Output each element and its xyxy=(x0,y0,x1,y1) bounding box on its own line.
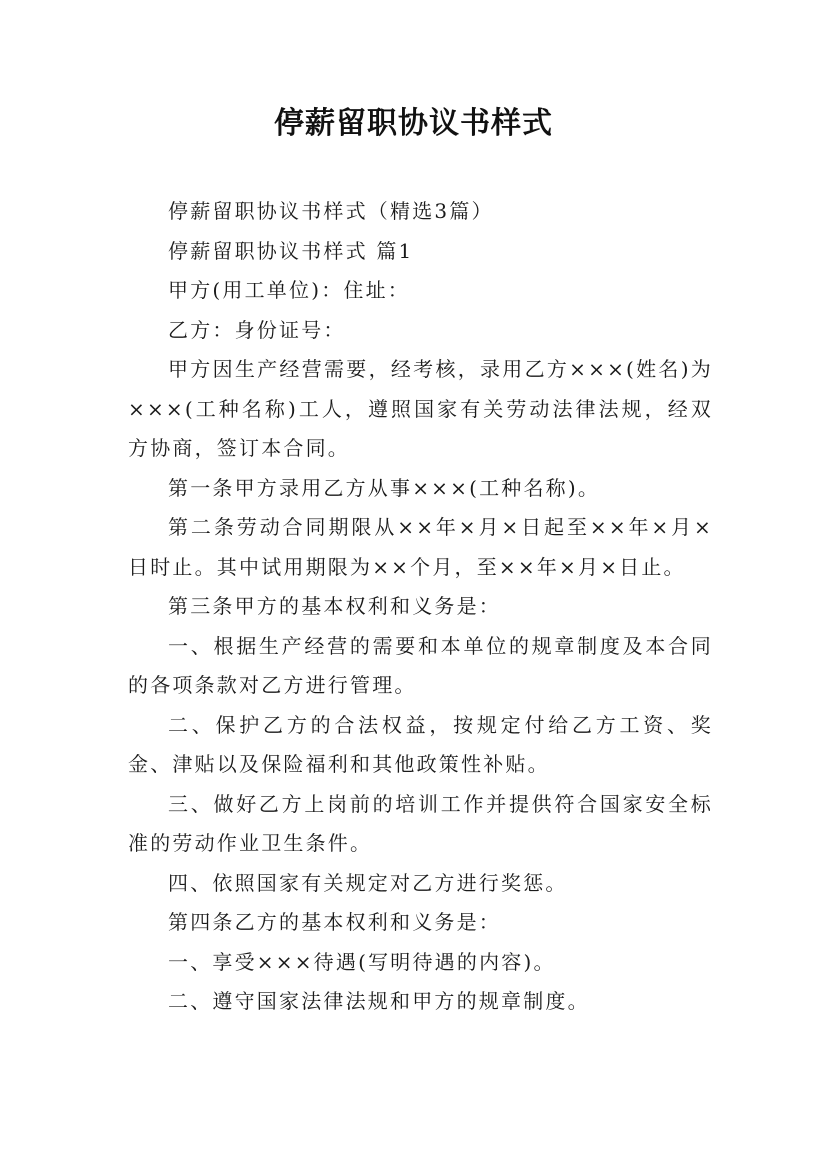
paragraph-article-3: 第三条甲方的基本权利和义务是： xyxy=(168,594,501,618)
paragraph-article-4: 第四条乙方的基本权利和义务是： xyxy=(168,910,501,934)
document-title: 停薪留职协议书样式 xyxy=(274,106,553,141)
paragraph-article-4-item-2: 二、遵守国家法律法规和甲方的规章制度。 xyxy=(168,989,590,1013)
paragraph-article-3-item-1: 一、根据生产经营的需要和本单位的规章制度及本合同的各项条款对乙方进行管理。 xyxy=(128,633,713,697)
paragraph-article-2: 第二条劳动合同期限从××年×月×日起至××年×月×日时止。其中试用期限为××个月，至××年×月×日止。 xyxy=(128,515,713,579)
paragraph-subtitle: 停薪留职协议书样式（精选3篇） xyxy=(168,199,494,223)
paragraph-article-3-item-4: 四、依照国家有关规定对乙方进行奖惩。 xyxy=(168,870,568,895)
paragraph-article-4-item-1: 一、享受×××待遇(写明待遇的内容)。 xyxy=(168,949,556,974)
paragraph-article-3-item-3: 三、做好乙方上岗前的培训工作并提供符合国家安全标准的劳动作业卫生条件。 xyxy=(128,791,713,855)
paragraph-party-b: 乙方：身份证号： xyxy=(168,317,346,342)
paragraph-article-3-item-2: 二、保护乙方的合法权益，按规定付给乙方工资、奖金、津贴以及保险福利和其他政策性补贴。 xyxy=(128,712,713,776)
paragraph-article-1: 第一条甲方录用乙方从事×××(工种名称)。 xyxy=(168,475,601,500)
paragraph-party-a: 甲方(用工单位)：住址： xyxy=(168,278,411,302)
document-body xyxy=(128,192,713,1022)
paragraph-section-heading: 停薪留职协议书样式 篇1 xyxy=(168,238,414,263)
paragraph-preamble: 甲方因生产经营需要，经考核，录用乙方×××(姓名)为×××(工种名称)工人，遵照国家有关劳动法律法规，经双方协商，签订本合同。 xyxy=(128,357,713,460)
